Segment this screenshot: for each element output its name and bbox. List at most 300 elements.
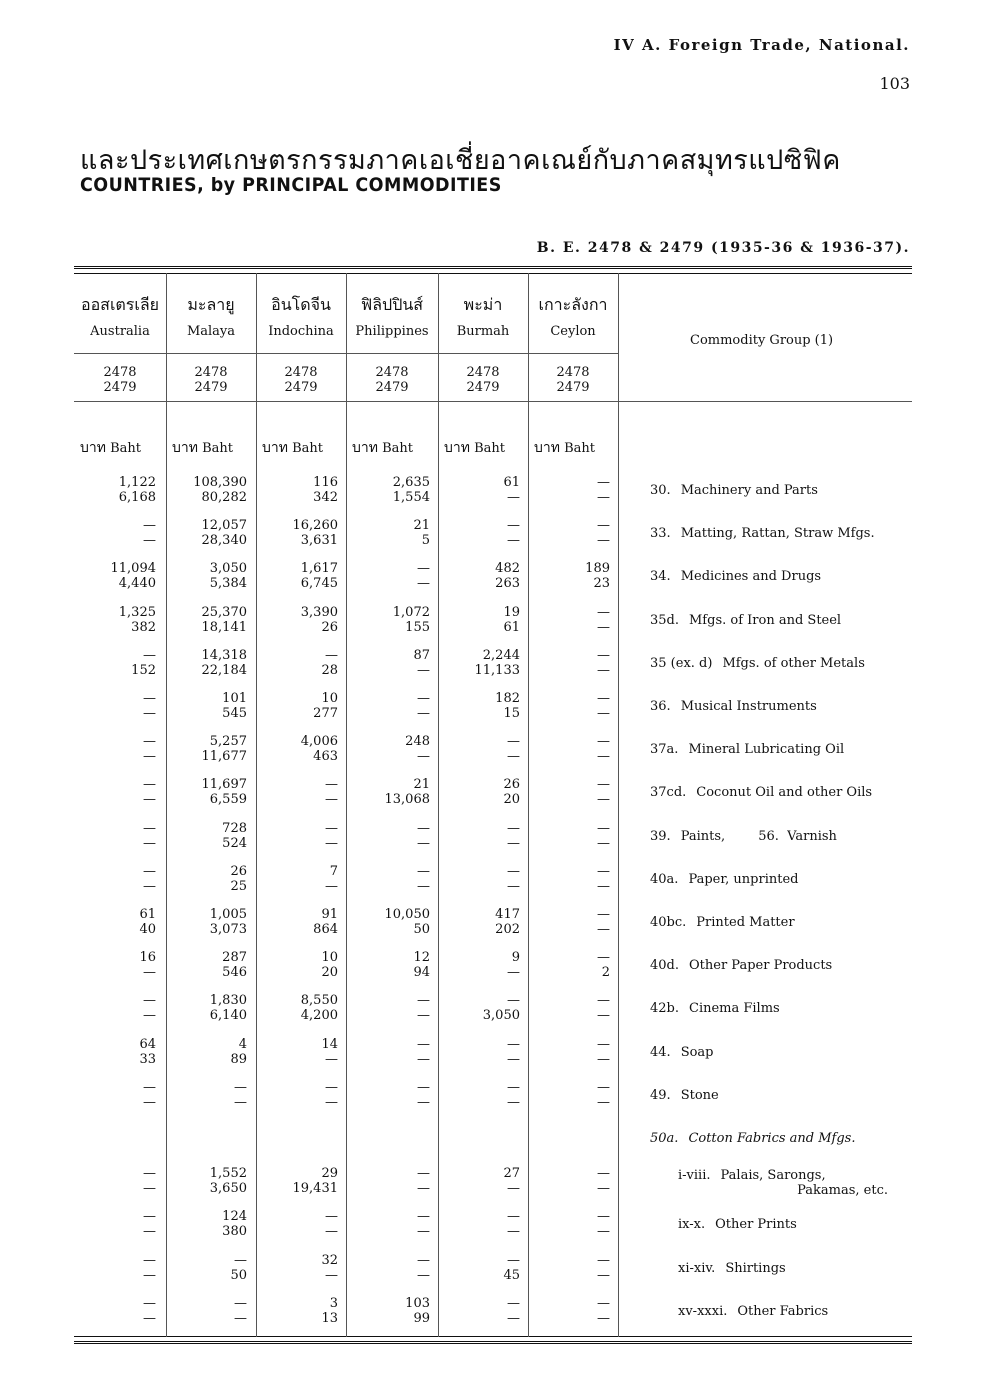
commodity-code: 37cd. — [650, 785, 687, 801]
table-cell — [74, 1253, 156, 1283]
cell-value: — — [143, 706, 156, 721]
cell-value: 11,697 — [201, 777, 247, 793]
commodity-name: Cotton Fabrics and Mfgs. — [688, 1131, 856, 1146]
cell-value: 10 — [321, 691, 338, 706]
cell-value: — — [597, 518, 610, 534]
table-cell — [256, 1253, 338, 1283]
unit-thai: บาท — [172, 440, 198, 456]
table-cell — [256, 561, 338, 591]
table-cell — [438, 907, 520, 937]
cell-value: — — [597, 950, 610, 966]
unit-thai: บาท — [534, 440, 560, 456]
cell-value: — — [597, 1252, 610, 1268]
cell-value: — — [417, 863, 430, 879]
country-header — [528, 293, 618, 339]
country-header — [346, 293, 438, 339]
year-label: 2478 — [466, 365, 500, 380]
cell-value: 108,390 — [193, 475, 247, 490]
table-cell — [346, 518, 430, 548]
table-cell — [528, 993, 610, 1023]
cell-value: — — [417, 1166, 430, 1182]
commodity-label — [650, 1131, 855, 1146]
table-cell — [528, 691, 610, 721]
cell-value: 27 — [503, 1166, 520, 1182]
cell-value: — — [417, 1036, 430, 1052]
table-cell — [166, 993, 247, 1023]
cell-value: — — [143, 1310, 156, 1326]
cell-value: — — [417, 749, 430, 765]
country-english: Indochina — [268, 324, 334, 339]
table-cell — [346, 605, 430, 635]
year-label: 2479 — [284, 380, 318, 395]
table-cell — [438, 1253, 520, 1283]
table-cell — [346, 993, 430, 1023]
cell-value: — — [597, 734, 610, 750]
table-cell — [528, 907, 610, 937]
cell-value: — — [417, 1051, 430, 1067]
table-cell — [438, 734, 520, 764]
cell-value: — — [143, 965, 156, 981]
cell-value: — — [507, 993, 520, 1009]
cell-value: 21 — [413, 777, 430, 793]
country-header — [256, 293, 346, 339]
table-cell — [528, 734, 610, 764]
cell-value: — — [417, 1252, 430, 1268]
cell-value: — — [325, 820, 338, 836]
commodity-name: Paints, 56. Varnish — [680, 828, 837, 844]
year-label: 2479 — [103, 380, 137, 395]
cell-value: — — [597, 533, 610, 549]
commodity-code: 37a. — [650, 742, 679, 758]
country-thai: เกาะลังกา — [538, 295, 608, 314]
commodity-label — [650, 915, 795, 930]
table-cell — [74, 561, 156, 591]
unit-label — [444, 437, 505, 459]
table-cell — [256, 691, 338, 721]
cell-value: 8,550 — [300, 993, 338, 1009]
cell-value: — — [143, 647, 156, 663]
table-cell — [346, 1080, 430, 1110]
cell-value: 32 — [321, 1252, 338, 1268]
cell-value: — — [143, 691, 156, 706]
table-cell — [166, 1080, 247, 1110]
cell-value: 1,325 — [118, 604, 156, 620]
commodity-code: xv-xxxi. — [678, 1303, 728, 1319]
commodity-label — [650, 1045, 714, 1060]
cell-value: 546 — [222, 965, 247, 981]
commodity-label — [650, 1001, 780, 1016]
commodity-name: Mfgs. of other Metals — [722, 655, 865, 671]
table-cell — [74, 1037, 156, 1067]
cell-value: — — [325, 647, 338, 663]
cell-value: 45 — [503, 1267, 520, 1283]
cell-value: 202 — [495, 922, 520, 937]
table-cell — [528, 1253, 610, 1283]
cell-value: 4,440 — [118, 576, 156, 592]
table-cell — [256, 1166, 338, 1196]
cell-value: 6,168 — [118, 490, 156, 505]
cell-value: 3,390 — [300, 604, 338, 620]
cell-value: 10,050 — [384, 907, 430, 922]
cell-value: 382 — [131, 619, 156, 635]
cell-value: — — [417, 691, 430, 706]
cell-value: — — [507, 734, 520, 750]
cell-value: 4,006 — [300, 734, 338, 750]
commodity-name: Musical Instruments — [680, 699, 817, 714]
commodity-code: xi-xiv. — [678, 1260, 716, 1276]
cell-value: — — [597, 1008, 610, 1024]
commodity-label — [650, 613, 841, 628]
cell-value: 5 — [421, 533, 430, 549]
table-cell — [74, 950, 156, 980]
cell-value: — — [234, 1295, 247, 1311]
cell-value: — — [597, 1166, 610, 1182]
cell-value: — — [143, 1224, 156, 1240]
cell-value: 26 — [321, 619, 338, 635]
table-cell — [438, 475, 520, 505]
cell-value: 6,559 — [209, 792, 247, 808]
unit-label — [80, 437, 141, 459]
table-cell — [74, 475, 156, 505]
table-cell — [166, 691, 247, 721]
table-cell — [256, 1296, 338, 1326]
cell-value: 103 — [405, 1295, 430, 1311]
cell-value: — — [417, 878, 430, 894]
cell-value: 248 — [405, 734, 430, 750]
commodity-label — [678, 1304, 828, 1319]
cell-value: 61 — [503, 619, 520, 635]
table-cell — [74, 648, 156, 678]
cell-value: — — [325, 1079, 338, 1095]
cell-value: 61 — [503, 475, 520, 490]
cell-value: 12 — [413, 950, 430, 966]
cell-value: — — [597, 993, 610, 1009]
cell-value: 50 — [413, 922, 430, 937]
cell-value: — — [325, 878, 338, 894]
table-cell — [528, 1296, 610, 1326]
table-cell — [438, 993, 520, 1023]
cell-value: 3 — [329, 1295, 338, 1311]
cell-value: 25 — [230, 878, 247, 894]
cell-value: — — [143, 734, 156, 750]
unit-english: Baht — [469, 441, 506, 456]
table-cell — [256, 1080, 338, 1110]
cell-value: 12,057 — [201, 518, 247, 534]
table-cell — [166, 561, 247, 591]
commodity-group-header: Commodity Group (1) — [690, 333, 834, 348]
cell-value: — — [507, 878, 520, 894]
cell-value: — — [234, 1079, 247, 1095]
commodity-table — [74, 266, 912, 1344]
commodity-label — [650, 483, 818, 498]
cell-value: — — [597, 835, 610, 851]
cell-value: 11,677 — [201, 749, 247, 765]
cell-value: — — [143, 1008, 156, 1024]
cell-value: — — [325, 1094, 338, 1110]
cell-value: — — [507, 1079, 520, 1095]
cell-value: — — [507, 490, 520, 505]
table-cell — [438, 821, 520, 851]
table-cell — [74, 691, 156, 721]
cell-value: — — [143, 1181, 156, 1197]
unit-thai: บาท — [80, 440, 106, 456]
cell-value: 1,617 — [300, 561, 338, 577]
table-cell — [528, 475, 610, 505]
unit-thai: บาท — [444, 440, 470, 456]
cell-value: — — [597, 662, 610, 678]
table-cell — [166, 475, 247, 505]
cell-value: 728 — [222, 820, 247, 836]
table-top-rule — [74, 273, 912, 274]
commodity-code: 30. — [650, 483, 671, 498]
year-label: 2479 — [194, 380, 228, 395]
header-rule — [74, 401, 912, 402]
table-cell — [438, 777, 520, 807]
cell-value: — — [143, 1079, 156, 1095]
cell-value: — — [143, 1252, 156, 1268]
cell-value: — — [597, 1051, 610, 1067]
commodity-label — [678, 1217, 797, 1232]
table-cell — [256, 864, 338, 894]
commodity-name: Other Paper Products — [689, 958, 833, 974]
cell-value: 7 — [329, 863, 338, 879]
period-label: B. E. 2478 & 2479 (1935-36 & 1936-37). — [536, 240, 910, 256]
table-cell — [346, 561, 430, 591]
commodity-name: Coconut Oil and other Oils — [696, 785, 873, 801]
cell-value: — — [417, 1181, 430, 1197]
commodity-code: 49. — [650, 1087, 671, 1103]
cell-value: 26 — [503, 777, 520, 793]
table-cell — [166, 1253, 247, 1283]
country-english: Ceylon — [550, 324, 596, 339]
cell-value: — — [507, 863, 520, 879]
country-english: Malaya — [186, 324, 236, 339]
unit-thai: บาท — [352, 440, 378, 456]
table-cell — [528, 561, 610, 591]
table-cell — [346, 864, 430, 894]
cell-value: 116 — [313, 475, 338, 490]
table-cell — [256, 993, 338, 1023]
table-cell — [528, 777, 610, 807]
cell-value: 91 — [321, 907, 338, 922]
table-cell — [256, 475, 338, 505]
cell-value: 87 — [413, 647, 430, 663]
cell-value: 16,260 — [292, 518, 338, 534]
cell-value: — — [325, 1224, 338, 1240]
cell-value: 277 — [313, 706, 338, 721]
cell-value: — — [234, 1310, 247, 1326]
cell-value: 23 — [593, 576, 610, 592]
table-cell — [438, 950, 520, 980]
year-label: 2478 — [284, 365, 318, 380]
cell-value: 3,650 — [209, 1181, 247, 1197]
cell-value: 4,200 — [300, 1008, 338, 1024]
cell-value: — — [143, 835, 156, 851]
country-header — [74, 293, 166, 339]
cell-value: — — [325, 792, 338, 808]
cell-value: 89 — [230, 1051, 247, 1067]
unit-label — [352, 437, 413, 459]
country-thai: พะม่า — [463, 295, 503, 314]
cell-value: 2,635 — [392, 475, 430, 490]
year-label: 2479 — [466, 380, 500, 395]
cell-value: 28,340 — [201, 533, 247, 549]
cell-value: 3,050 — [482, 1008, 520, 1024]
country-thai: ฟิลิปปินส์ — [360, 295, 424, 314]
table-cell — [74, 1166, 156, 1196]
table-cell — [166, 907, 247, 937]
cell-value: — — [597, 604, 610, 620]
cell-value: — — [417, 1209, 430, 1225]
commodity-name-continued: Pakamas, etc. — [797, 1183, 888, 1199]
table-cell — [256, 1037, 338, 1067]
year-labels — [346, 365, 438, 395]
cell-value: — — [143, 749, 156, 765]
cell-value: 2,244 — [482, 647, 520, 663]
country-thai: มะลายู — [187, 295, 235, 314]
cell-value: — — [417, 576, 430, 592]
cell-value: — — [143, 792, 156, 808]
table-cell — [346, 777, 430, 807]
table-cell — [166, 1166, 247, 1196]
cell-value: — — [417, 993, 430, 1009]
cell-value: 21 — [413, 518, 430, 534]
table-cell — [74, 864, 156, 894]
cell-value: 864 — [313, 922, 338, 937]
commodity-name: Machinery and Parts — [680, 483, 818, 498]
cell-value: 11,094 — [110, 561, 156, 577]
cell-value: 342 — [313, 490, 338, 505]
table-cell — [166, 605, 247, 635]
cell-value: — — [417, 1224, 430, 1240]
cell-value: 64 — [139, 1036, 156, 1052]
commodity-name: Other Fabrics — [737, 1303, 829, 1319]
cell-value: — — [597, 863, 610, 879]
unit-english: Baht — [377, 441, 414, 456]
cell-value: — — [507, 1310, 520, 1326]
country-thai: ออสเตรเลีย — [80, 295, 160, 314]
commodity-code: 40bc. — [650, 915, 687, 930]
commodity-label — [650, 785, 872, 800]
cell-value: — — [597, 820, 610, 836]
cell-value: 182 — [495, 691, 520, 706]
table-cell — [438, 864, 520, 894]
cell-value: — — [417, 1094, 430, 1110]
cell-value: 101 — [222, 691, 247, 706]
cell-value: — — [597, 1181, 610, 1197]
country-english: Philippines — [355, 324, 429, 339]
cell-value: — — [597, 907, 610, 922]
cell-value: — — [507, 820, 520, 836]
cell-value: — — [143, 1166, 156, 1182]
cell-value: — — [597, 706, 610, 721]
cell-value: — — [597, 1224, 610, 1240]
table-cell — [438, 518, 520, 548]
table-cell — [74, 1209, 156, 1239]
commodity-code: 35 (ex. d) — [650, 655, 713, 671]
table-cell — [346, 1253, 430, 1283]
cell-value: 19,431 — [292, 1181, 338, 1197]
commodity-name: Mineral Lubricating Oil — [688, 742, 845, 758]
table-cell — [346, 907, 430, 937]
unit-english: Baht — [559, 441, 596, 456]
commodity-label — [650, 829, 837, 844]
table-cell — [256, 605, 338, 635]
table-cell — [166, 734, 247, 764]
commodity-name: Stone — [680, 1087, 719, 1103]
table-cell — [346, 821, 430, 851]
commodity-code: 34. — [650, 569, 671, 585]
commodity-code: 36. — [650, 699, 671, 714]
table-cell — [74, 734, 156, 764]
table-cell — [166, 864, 247, 894]
cell-value: 287 — [222, 950, 247, 966]
table-cell — [256, 1209, 338, 1239]
table-cell — [74, 993, 156, 1023]
cell-value: — — [507, 1036, 520, 1052]
cell-value: — — [507, 533, 520, 549]
commodity-label — [650, 958, 832, 973]
cell-value: — — [234, 1252, 247, 1268]
table-cell — [74, 605, 156, 635]
table-cell — [438, 691, 520, 721]
table-cell — [438, 1166, 520, 1196]
table-cell — [256, 777, 338, 807]
cell-value: 155 — [405, 619, 430, 635]
commodity-code: 39. — [650, 828, 671, 844]
table-bottom-rule — [74, 1336, 912, 1337]
table-cell — [528, 648, 610, 678]
cell-value: 14,318 — [201, 647, 247, 663]
cell-value: — — [143, 533, 156, 549]
cell-value: — — [597, 1267, 610, 1283]
cell-value: 2 — [601, 965, 610, 981]
cell-value: 1,072 — [392, 604, 430, 620]
cell-value: 545 — [222, 706, 247, 721]
cell-value: — — [143, 820, 156, 836]
table-cell — [438, 1296, 520, 1326]
commodity-name: Medicines and Drugs — [680, 569, 822, 585]
cell-value: — — [143, 1267, 156, 1283]
commodity-label — [650, 656, 865, 671]
country-english: Australia — [90, 324, 150, 339]
cell-value: — — [597, 619, 610, 635]
commodity-name: Cinema Films — [689, 1001, 780, 1017]
commodity-code: 40a. — [650, 871, 679, 887]
year-label: 2479 — [556, 380, 590, 395]
year-label: 2478 — [375, 365, 409, 380]
cell-value: 3,631 — [300, 533, 338, 549]
cell-value: 124 — [222, 1209, 247, 1225]
cell-value: 1,122 — [118, 475, 156, 490]
table-cell — [256, 950, 338, 980]
unit-english: Baht — [197, 441, 234, 456]
cell-value: — — [325, 835, 338, 851]
cell-value: — — [417, 835, 430, 851]
column-divider — [618, 273, 619, 1337]
cell-value: 26 — [230, 863, 247, 879]
cell-value: 152 — [131, 662, 156, 678]
cell-value: 263 — [495, 576, 520, 592]
cell-value: 80,282 — [201, 490, 247, 505]
cell-value: 18,141 — [201, 619, 247, 635]
cell-value: 1,005 — [209, 907, 247, 922]
table-cell — [256, 648, 338, 678]
thai-title: และประเทศเกษตรกรรมภาคเอเชี่ยอาคเณย์กับภาคสมุทรแปซิฟิค — [80, 145, 841, 176]
year-labels — [74, 365, 166, 395]
table-cell — [166, 648, 247, 678]
cell-value: — — [507, 749, 520, 765]
